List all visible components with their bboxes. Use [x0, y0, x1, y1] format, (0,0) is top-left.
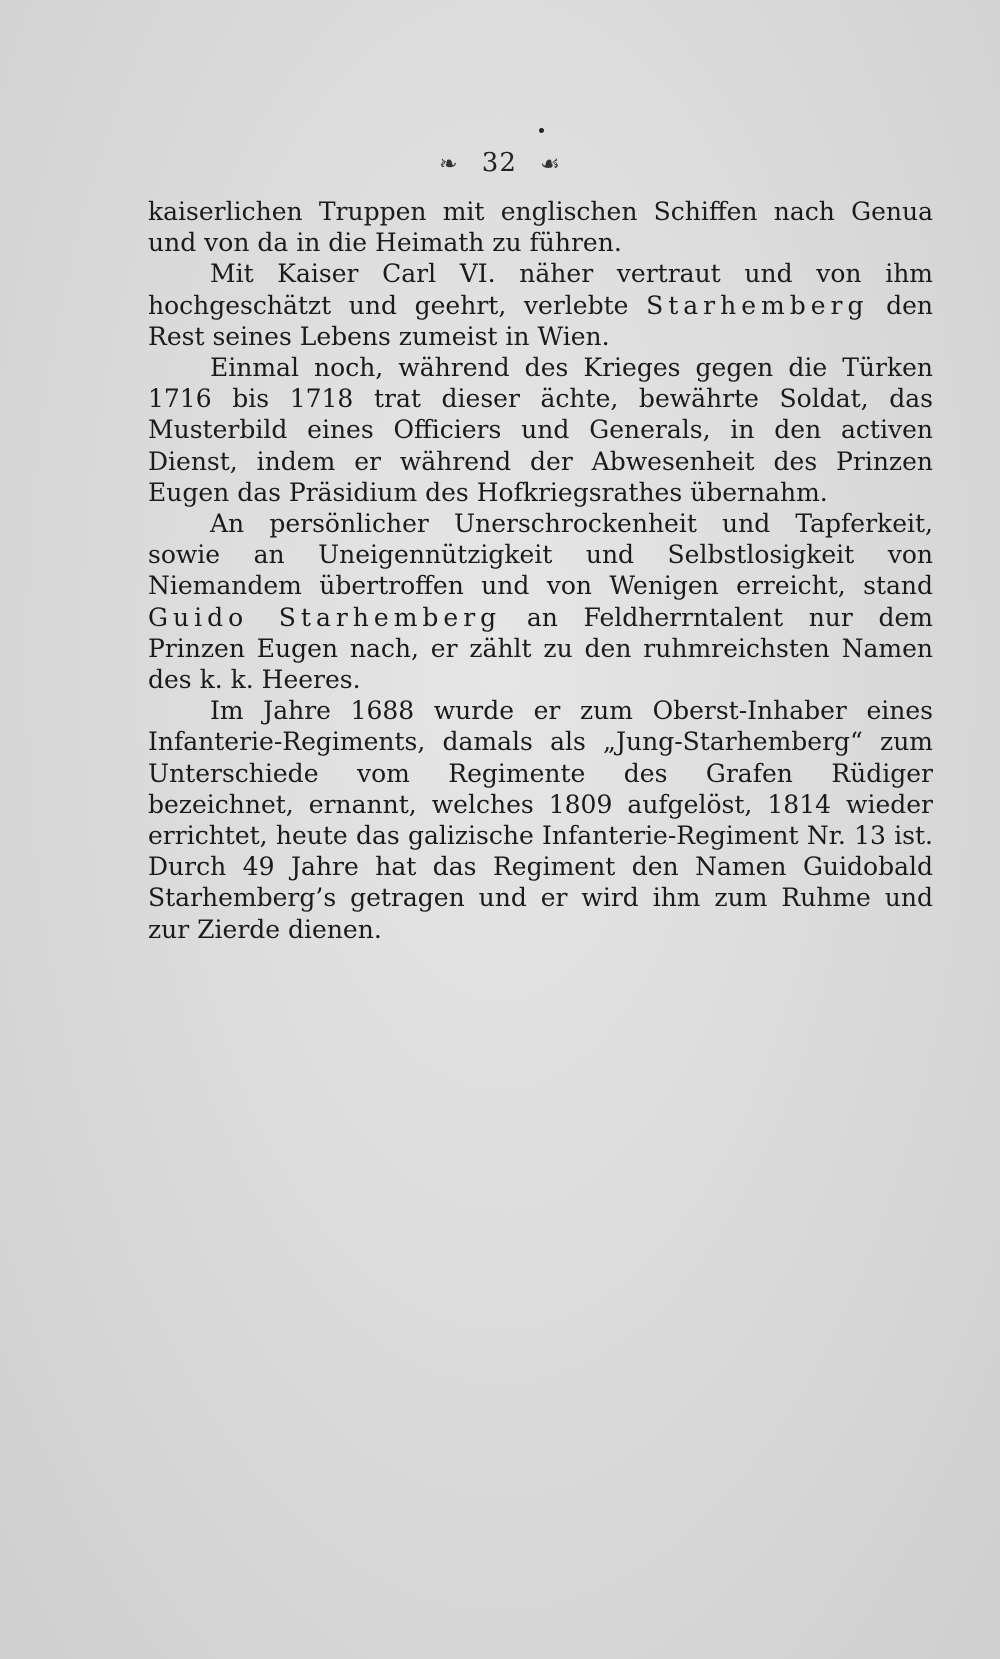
text-segment: Einmal noch, während des Krieges gegen die Türken 1716 bis 1718 trat dieser ächte, bewährte Soldat, das Musterbild eines Officiers und Generals, in den activen Dienst, indem er während der Abwesenheit des Prinzen Eugen das Präsidium des Hofkriegsrathes übernahm. [148, 353, 933, 507]
text-segment: Im Jahre 1688 wurde er zum Oberst-Inhaber eines Infanterie-Regiments, damals als „Jung-Starhemberg“ zum Unterschiede vom Regimente des Grafen Rüdiger bezeichnet, ernannt, welches 1809 aufgelöst, 1814 wieder errichtet, heute das galizische Infanterie-Regiment Nr. 13 ist. Durch 49 Jahre hat das Regiment den Namen Guidobald Starhemberg’s getragen und er wird ihm zum Ruhme und zur Zierde dienen. [148, 696, 933, 944]
left-ornament-icon: ❧ [439, 152, 459, 177]
paragraph [148, 258, 933, 352]
right-ornament-icon: ☙ [540, 152, 561, 177]
text-segment: den Rest seines Lebens zumeist in Wien. [148, 290, 933, 351]
spaced-name: Starhemberg [646, 290, 869, 320]
page-body-text [148, 196, 933, 945]
ink-speck [539, 128, 544, 133]
text-segment: an Feldherrntalent nur dem Prinzen Eugen nach, er zählt zu den ruhmreichsten Namen des k. k. Heeres. [148, 602, 934, 695]
paragraph [148, 196, 933, 258]
paragraph [148, 508, 933, 695]
text-segment: kaiserlichen Truppen mit englischen Schiffen nach Genua und von da in die Heimath zu führen. [148, 197, 933, 258]
paragraph [148, 352, 933, 508]
paragraph [148, 695, 933, 945]
page-header [0, 148, 1000, 178]
page-number: 32 [481, 148, 517, 178]
text-segment: An persönlicher Unerschrockenheit und Tapferkeit, sowie an Uneigennützigkeit und Selbstlosigkeit von Niemandem übertroffen und von Wenigen erreicht, stand [148, 509, 933, 601]
spaced-name: Guido Starhemberg [148, 602, 502, 632]
text-segment: Mit Kaiser Carl VI. näher vertraut und von ihm hochgeschätzt und geehrt, verlebte [148, 259, 933, 320]
